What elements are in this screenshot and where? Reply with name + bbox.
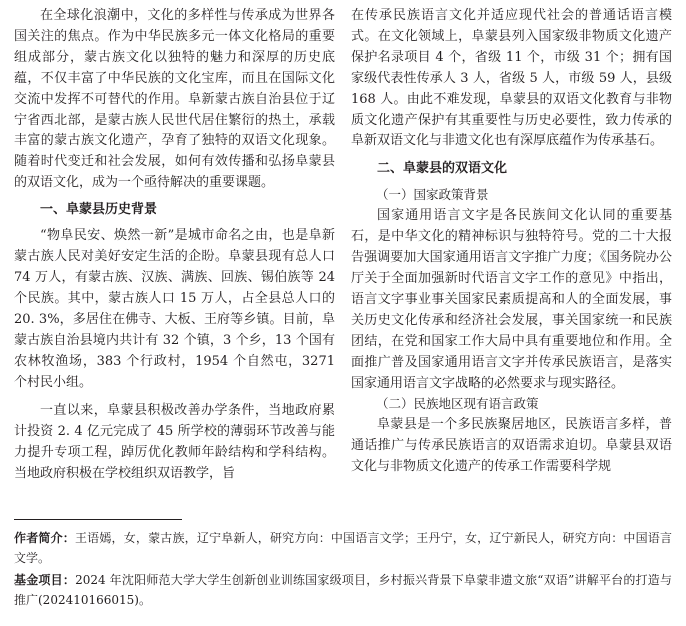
funding-note-label: 基金项目： (14, 573, 76, 587)
existing-policy-paragraph: 阜蒙县是一个多民族聚居地区，民族语言多样，普通话推广与传承民族语言的双语需求迫切。阜蒙县双语文化与非物质文化遗产的传承工作需要科学规 (351, 417, 672, 475)
continued-paragraph: 在传承民族语言文化并适应现代社会的普通话语言模式。在文化领域上，阜蒙县列入国家级非物质文化遗产保护名录项目 4 个，省级 11 个，市级 31 个；拥有国家级代表性传承人 3 人，省级 5 人，市级 59 人，县级 168 人。由此不难发现，阜蒙县的双语文化教育与非物质文化遗产保护有其重要性与历史必要性，致力传承的阜新双语文化与非遗文化也有深厚底蕴作为传承基石。 (351, 8, 672, 149)
subheading-existing-policy: （二）民族地区现有语言政策 (376, 396, 539, 412)
footnote-divider (14, 519, 182, 520)
footnotes (14, 528, 672, 612)
history-paragraph-2: 一直以来，阜蒙县积极改善办学条件，当地政府累计投资 2. 4 亿元完成了 45 所学校的薄弱环节改善与能力提升专项工程，踔厉优化教师年龄结构和学科结构。当地政府积极在学校组织双语教学，旨 (14, 403, 335, 482)
author-note-label: 作者简介： (14, 531, 75, 545)
author-note (14, 528, 672, 568)
section-heading-bilingual: 二、阜蒙县的双语文化 (377, 161, 508, 177)
policy-paragraph: 国家通用语言文字是各民族间文化认同的重要基石，是中华文化的精神标识与独特符号。党的二十大报告强调要加大国家通用语言文字推广力度；《国务院办公厅关于全面加强新时代语言文字工作的意见》中指出，语言文字事业事关国家民素质提高和人的全面发展，事关历史文化传承和经济社会发展，事关国家统一和民族团结，在党和国家工作大局中具有重要地位和作用。全面推广普及国家通用语言文字并传承民族语言，是落实国家通用语言文字战略的必然要求与现实路径。 (351, 208, 672, 391)
section-heading-history: 一、阜蒙县历史背景 (40, 202, 158, 218)
left-column (14, 6, 335, 485)
intro-paragraph: 在全球化浪潮中，文化的多样性与传承成为世界各国关注的焦点。作为中华民族多元一体文化格局的重要组成部分，蒙古族文化以独特的魅力和深厚的历史底蕴，不仅丰富了中华民族的文化宝库，而且在国际文化交流中发挥不可替代的作用。阜新蒙古族自治县位于辽宁省西北部，是蒙古族人民世代居住繁衍的热土，承载丰富的蒙古族文化遗产，孕育了独特的双语文化现象。随着时代变迁和社会发展，如何有效传播和弘扬阜蒙县的双语文化，成为一个亟待解决的重要课题。 (14, 8, 335, 191)
funding-note (14, 570, 672, 610)
funding-note-text: 2024 年沈阳师范大学大学生创新创业训练国家级项目，乡村振兴背景下阜蒙非遗文旅“双语”讲解平台的打造与推广(202410166015)。 (14, 573, 672, 607)
author-note-text: 王语嫣，女，蒙古族，辽宁阜新人，研究方向：中国语言文学；王丹宁，女，辽宁新民人，研究方向：中国语言文学。 (14, 531, 672, 565)
history-paragraph-1: “物阜民安、焕然一新”是城市命名之由，也是阜新蒙古族人民对美好安定生活的企盼。阜蒙县现有总人口 74 万人，有蒙古族、汉族、满族、回族、锡伯族等 24 个民族。其中，蒙古族人口 15 万人，占全县总人口的 20. 3%，多居住在佛寺、大板、王府等乡镇。目前，阜蒙古族自治县境内共计有 32 个镇，3 个乡，13 个国有农林牧渔场，383 个行政村，1954 个自然屯，3271 个村民小组。 (14, 228, 335, 390)
subheading-policy-background: （一）国家政策背景 (376, 187, 489, 203)
right-column (351, 6, 672, 478)
